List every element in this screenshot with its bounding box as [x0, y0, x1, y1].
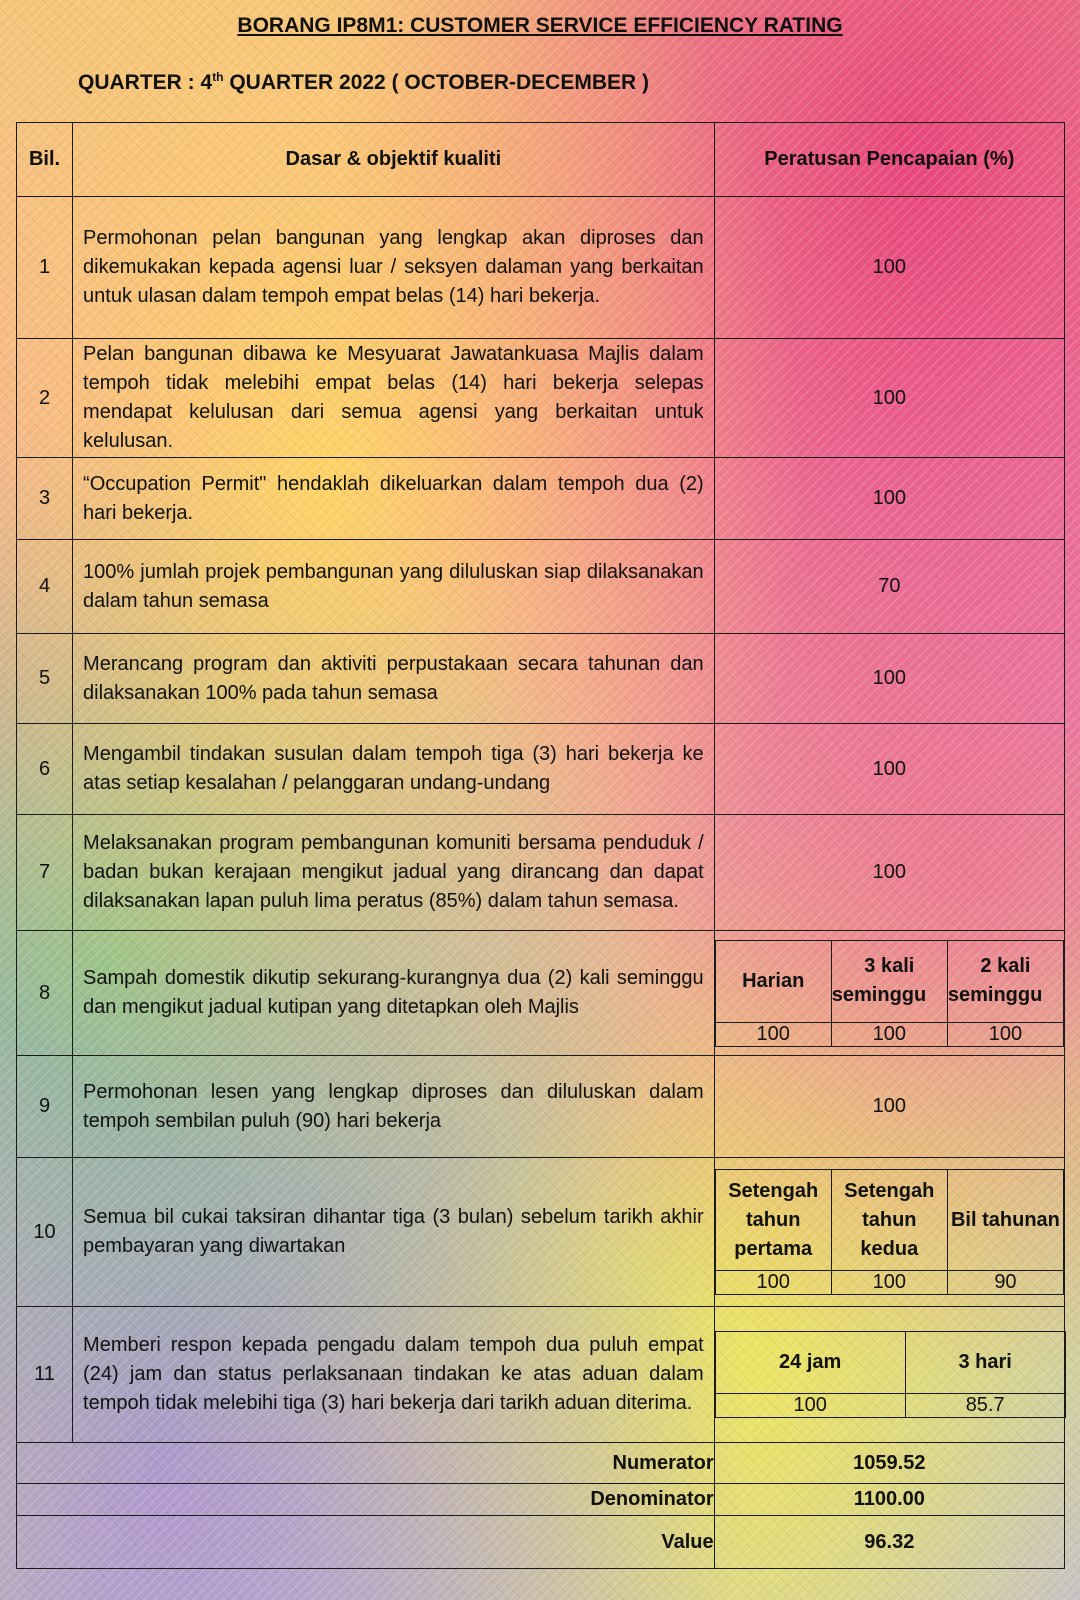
row-number: 11 — [17, 1307, 73, 1443]
row-number: 9 — [17, 1056, 73, 1158]
sub-value: 85.7 — [905, 1394, 1065, 1418]
row-number: 4 — [17, 540, 73, 634]
rating-table — [16, 122, 1065, 1569]
sub-value: 100 — [715, 1022, 831, 1046]
row-objective: Permohonan lesen yang lengkap diproses dan diluluskan dalam tempoh sembilan puluh (90) hari bekerja — [83, 1080, 704, 1132]
table-row — [17, 815, 1065, 931]
numerator-label: Numerator — [17, 1443, 715, 1484]
row-number: 8 — [17, 931, 73, 1056]
sub-value: 100 — [947, 1022, 1063, 1046]
row-objective: Merancang program dan aktiviti perpustakaan secara tahunan dan dilaksanakan 100% pada tahun semasa — [83, 652, 704, 704]
sub-label: Harian — [715, 940, 831, 1022]
sub-value: 100 — [715, 1394, 905, 1418]
header-bil: Bil. — [17, 123, 73, 197]
sub-table — [715, 1169, 1064, 1295]
table-row — [17, 724, 1065, 815]
table-row — [17, 339, 1065, 458]
row-number: 3 — [17, 458, 73, 540]
row-value: 100 — [714, 339, 1064, 458]
row-value: 70 — [714, 540, 1064, 634]
row-objective: Melaksanakan program pembangunan komuniti bersama penduduk / badan bukan kerajaan mengikut jadual yang dirancang dan dapat dilaksanakan lapan puluh lima peratus (85%) dalam tahun semasa. — [83, 832, 704, 912]
quarter-sup: th — [212, 70, 224, 84]
numerator-value: 1059.52 — [714, 1443, 1064, 1484]
sub-label: 2 kali seminggu — [947, 940, 1063, 1022]
table-header-row — [17, 123, 1065, 197]
sub-table — [715, 940, 1064, 1047]
row-value: 100 — [714, 1056, 1064, 1158]
table-row — [17, 458, 1065, 540]
header-percentage: Peratusan Pencapaian (%) — [714, 123, 1064, 197]
denominator-value: 1100.00 — [714, 1484, 1064, 1516]
sub-value: 100 — [831, 1022, 947, 1046]
row-value: 100 — [714, 197, 1064, 339]
table-row — [17, 931, 1065, 1056]
sub-label: 24 jam — [715, 1332, 905, 1394]
table-row — [17, 197, 1065, 339]
quarter-prefix: QUARTER : 4 — [78, 71, 213, 94]
row-objective: Memberi respon kepada pengadu dalam tempoh dua puluh empat (24) jam dan status perlaksanaan tindakan ke atas aduan dalam tempoh tidak melebihi tiga (3) hari bekerja dari tarikh aduan diterima. — [83, 1334, 704, 1414]
table-row — [17, 540, 1065, 634]
table-row — [17, 1158, 1065, 1307]
table-row — [17, 1307, 1065, 1443]
table-row — [17, 634, 1065, 724]
table-row — [17, 1056, 1065, 1158]
sub-value: 100 — [715, 1271, 831, 1295]
row-value: 100 — [714, 815, 1064, 931]
sub-value: 90 — [947, 1271, 1063, 1295]
row-objective: Pelan bangunan dibawa ke Mesyuarat Jawatankuasa Majlis dalam tempoh tidak melebihi empat belas (14) hari bekerja selepas mendapat kelulusan dari semua agensi yang berkaitan untuk kelulusan. — [83, 343, 704, 452]
denominator-row — [17, 1484, 1065, 1516]
row-value: 100 — [714, 634, 1064, 724]
sub-table — [715, 1331, 1066, 1418]
row-objective: Semua bil cukai taksiran dihantar tiga (3 bulan) sebelum tarikh akhir pembayaran yang diwartakan — [83, 1206, 704, 1257]
value-value: 96.32 — [714, 1516, 1064, 1569]
denominator-label: Denominator — [17, 1484, 715, 1516]
quarter-suffix: QUARTER 2022 ( OCTOBER-DECEMBER ) — [223, 71, 650, 94]
row-number: 10 — [17, 1158, 73, 1307]
sub-label: 3 hari — [905, 1332, 1065, 1394]
row-number: 7 — [17, 815, 73, 931]
sub-label: Bil tahunan — [947, 1170, 1063, 1271]
row-number: 6 — [17, 724, 73, 815]
sub-value: 100 — [831, 1271, 947, 1295]
form-title: BORANG IP8M1: CUSTOMER SERVICE EFFICIENCY RATING — [237, 14, 843, 37]
sub-label: 3 kali seminggu — [831, 940, 947, 1022]
row-number: 5 — [17, 634, 73, 724]
row-value: 100 — [714, 724, 1064, 815]
row-value: 100 — [714, 458, 1064, 540]
sub-label: Setengah tahun pertama — [715, 1170, 831, 1271]
sub-label: Setengah tahun kedua — [831, 1170, 947, 1271]
row-objective: Mengambil tindakan susulan dalam tempoh tiga (3) hari bekerja ke atas setiap kesalahan / pelanggaran undang-undang — [83, 743, 704, 794]
value-label: Value — [17, 1516, 715, 1569]
quarter-label — [78, 70, 649, 95]
row-objective: “Occupation Permit" hendaklah dikeluarkan dalam tempoh dua (2) hari bekerja. — [83, 472, 704, 524]
row-objective: Permohonan pelan bangunan yang lengkap akan diproses dan dikemukakan kepada agensi luar / seksyen dalaman yang berkaitan untuk ulasan dalam tempoh empat belas (14) hari bekerja. — [83, 227, 704, 307]
row-number: 2 — [17, 339, 73, 458]
value-row — [17, 1516, 1065, 1569]
row-objective: 100% jumlah projek pembangunan yang diluluskan siap dilaksanakan dalam tahun semasa — [83, 560, 704, 612]
row-number: 1 — [17, 197, 73, 339]
header-objective: Dasar & objektif kualiti — [73, 123, 715, 197]
row-objective: Sampah domestik dikutip sekurang-kurangnya dua (2) kali seminggu dan mengikut jadual kutipan yang ditetapkan oleh Majlis — [83, 967, 704, 1018]
numerator-row — [17, 1443, 1065, 1484]
